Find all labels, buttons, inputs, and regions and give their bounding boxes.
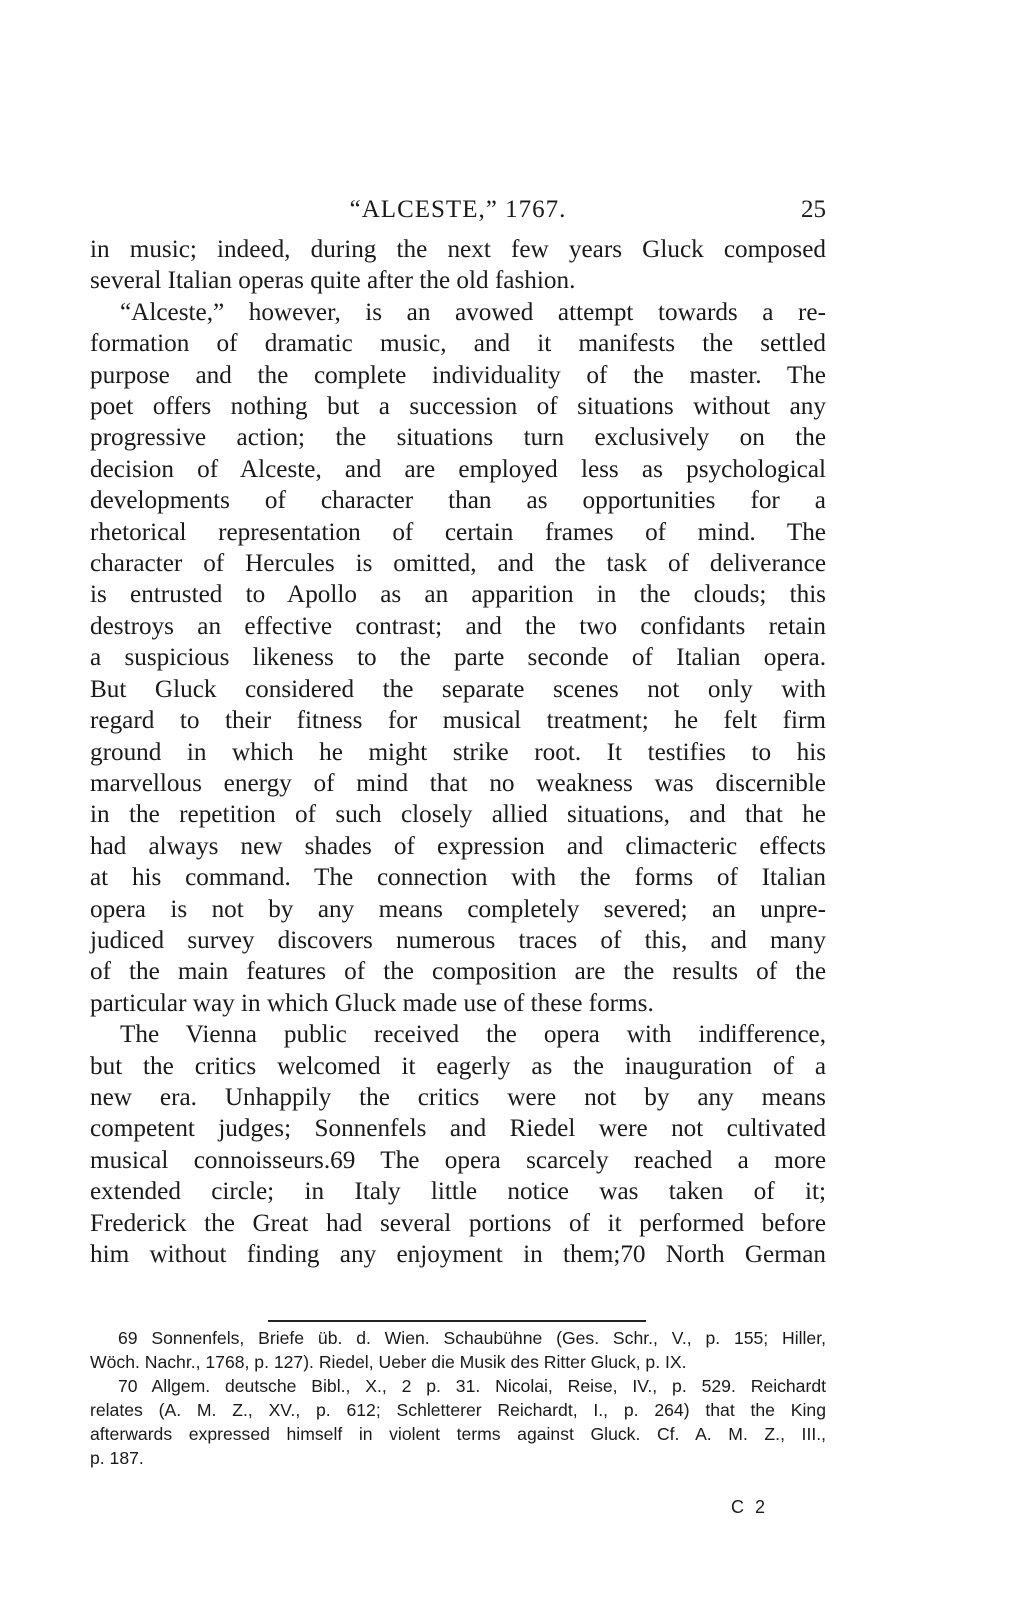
running-head: [90, 196, 826, 230]
text-line: character of Hercules is omitted, and the task of deliverance: [90, 550, 826, 578]
text-line: formation of dramatic music, and it manifests the settled: [90, 330, 826, 358]
text-line: The Vienna public received the opera with indifference,: [120, 1021, 826, 1049]
text-line: of the main features of the composition are the results of the: [90, 958, 826, 986]
text-line: purpose and the complete individuality of the master. The: [90, 361, 826, 389]
footnote-rule: [268, 1320, 646, 1322]
page-number: 25: [801, 196, 826, 223]
text-line: new era. Unhappily the critics were not by any means: [90, 1083, 826, 1111]
text-line: judiced survey discovers numerous traces of this, and many: [90, 926, 826, 954]
text-line: destroys an effective contrast; and the two confidants retain: [90, 612, 826, 640]
footnote-line: relates (A. M. Z., XV., p. 612; Schletterer Reichardt, I., p. 264) that the King: [90, 1400, 826, 1420]
running-title: “ALCESTE,” 1767.: [349, 196, 567, 223]
book-page: [90, 0, 826, 1600]
text-line: a suspicious likeness to the parte seconde of Italian opera.: [90, 644, 826, 672]
text-line: in music; indeed, during the next few years Gluck composed: [90, 236, 826, 263]
text-line: progressive action; the situations turn exclusively on the: [90, 424, 826, 452]
body-text: [90, 234, 826, 1270]
footnote-line: 70 Allgem. deutsche Bibl., X., 2 p. 31. Nicolai, Reise, IV., p. 529. Reichardt: [118, 1376, 826, 1396]
text-line: is entrusted to Apollo as an apparition in the clouds; this: [90, 581, 826, 609]
footnote-line: Wöch. Nachr., 1768, p. 127). Riedel, Ueber die Musik des Ritter Gluck, p. IX.: [90, 1352, 687, 1372]
footnote-line: 69 Sonnenfels, Briefe üb. d. Wien. Schaubühne (Ges. Schr., V., p. 155; Hiller,: [118, 1328, 826, 1348]
text-line: competent judges; Sonnenfels and Riedel were not cultivated: [90, 1115, 826, 1143]
text-line: at his command. The connection with the forms of Italian: [90, 864, 826, 892]
footnote-line: afterwards expressed himself in violent terms against Gluck. Cf. A. M. Z., III.,: [90, 1424, 826, 1444]
text-line: regard to their fitness for musical treatment; he felt firm: [90, 707, 826, 735]
text-line: musical connoisseurs.69 The opera scarcely reached a more: [90, 1146, 826, 1174]
text-line: ground in which he might strike root. It testifies to his: [90, 738, 826, 766]
footnotes: [90, 1326, 826, 1470]
text-line: “Alceste,” however, is an avowed attempt towards a re-: [120, 298, 826, 326]
text-line: marvellous energy of mind that no weakness was discernible: [90, 769, 826, 797]
text-line: opera is not by any means completely severed; an unpre-: [90, 895, 826, 923]
text-line: poet offers nothing but a succession of situations without any: [90, 393, 826, 421]
text-line: But Gluck considered the separate scenes not only with: [90, 675, 826, 703]
text-line: decision of Alceste, and are employed less as psychological: [90, 455, 826, 483]
text-line: particular way in which Gluck made use of these forms.: [90, 989, 654, 1017]
text-line: extended circle; in Italy little notice was taken of it;: [90, 1178, 826, 1206]
text-line: in the repetition of such closely allied situations, and that he: [90, 801, 826, 829]
text-line: had always new shades of expression and climacteric effects: [90, 832, 826, 860]
text-line: Frederick the Great had several portions of it performed before: [90, 1209, 826, 1237]
text-line: several Italian operas quite after the old fashion.: [90, 267, 576, 295]
text-line: but the critics welcomed it eagerly as the inauguration of a: [90, 1052, 826, 1080]
text-line: him without finding any enjoyment in them;70 North German: [90, 1241, 826, 1268]
text-line: developments of character than as opportunities for a: [90, 487, 826, 515]
signature-mark: C 2: [731, 1497, 769, 1517]
text-line: rhetorical representation of certain frames of mind. The: [90, 518, 826, 546]
footnote-line: p. 187.: [90, 1448, 144, 1468]
